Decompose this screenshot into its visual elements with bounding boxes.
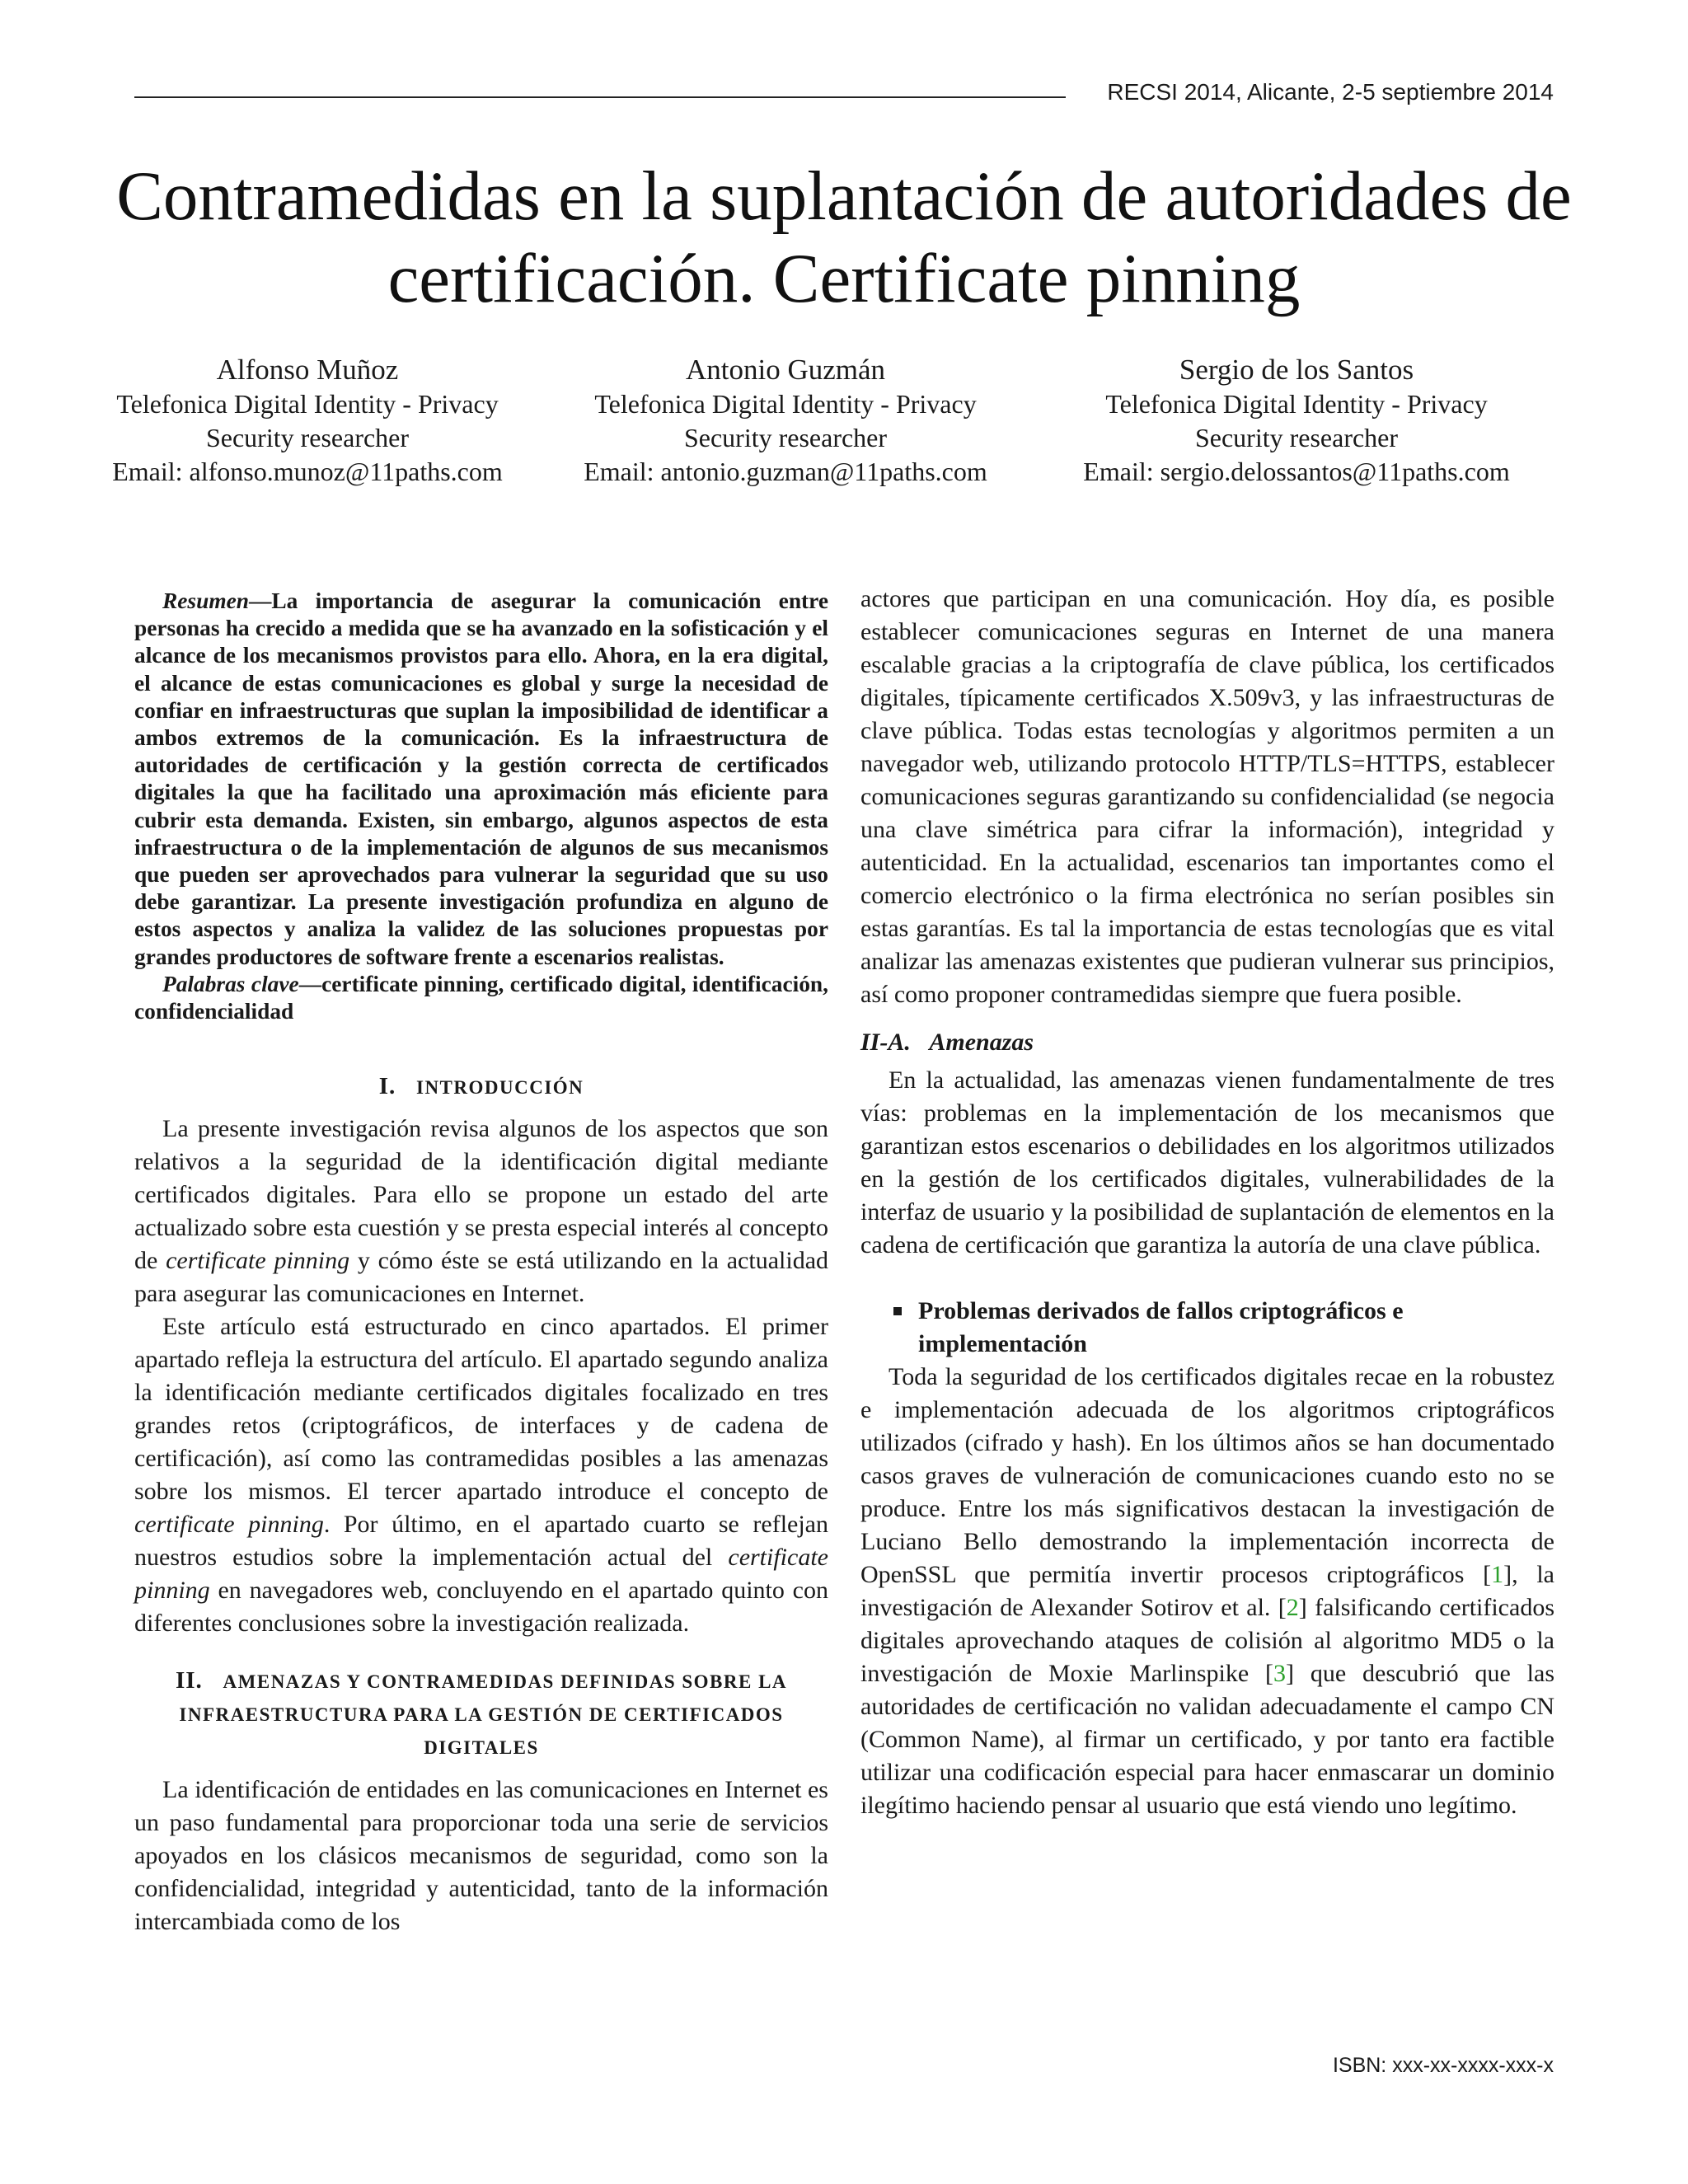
author-affiliation: Telefonica Digital Identity - Privacy	[594, 389, 977, 419]
citation-link[interactable]: 2	[1286, 1594, 1299, 1621]
author-affiliation: Telefonica Digital Identity - Privacy	[116, 389, 499, 419]
author-role: Security researcher	[1194, 423, 1399, 452]
subsection-heading-amenazas: II-A. Amenazas	[860, 1029, 1034, 1056]
author-email: Email: alfonso.munoz@11paths.com	[112, 457, 503, 486]
section-heading-amenazas: II. AMENAZAS Y CONTRAMEDIDAS DEFINIDAS SOBRE LA INFRAESTRUCTURA PARA LA GESTIÓN DE CERTIFICADOS DIGITALES	[175, 1667, 788, 1759]
bullet-square-icon	[893, 1307, 902, 1315]
author-card	[1066, 353, 1527, 489]
citation-link[interactable]: 3	[1273, 1660, 1286, 1687]
paragraph: La identificación de entidades en las comunicaciones en Internet es un paso fundamental para proporcionar toda una serie de servicios apoyados en los clásicos mecanismos de seguridad, como son la confidencialidad, integridad y autenticidad, tanto de la información intercambiada como de los	[134, 1776, 828, 1936]
author-card	[77, 353, 538, 489]
author-name: Antonio Guzmán	[685, 354, 886, 386]
section-1-body	[134, 1113, 828, 1640]
author-name: Alfonso Muñoz	[216, 354, 399, 386]
section-heading-introduccion: I. INTRODUCCIÓN	[378, 1073, 584, 1100]
bullet-heading: Problemas derivados de fallos criptográficos e implementación	[860, 1295, 1554, 1361]
subsection-2a-body	[860, 1064, 1554, 1262]
left-column	[134, 588, 828, 1938]
section-2-body	[134, 1774, 828, 1938]
author-card	[571, 353, 1000, 489]
abstract-lead: Resumen	[162, 588, 250, 613]
paragraph: En la actualidad, las amenazas vienen fundamentalmente de tres vías: problemas en la implementación de los mecanismos que garantizan estos escenarios o debilidades en los algoritmos utilizados en la gestión de los certificados digitales, vulnerabilidades de la interfaz de usuario y la posibilidad de suplantación de elementos en la cadena de certificación que garantiza la autoría de una clave pública.	[860, 1066, 1554, 1258]
paragraph: Toda la seguridad de los certificados digitales recae en la robustez e implementación adecuada de los algoritmos criptográficos utilizados (cifrado y hash). En los últimos años se han documentado casos graves de vulneración de comunicaciones cuando esto no se produce. Entre los más significativos destacan la investigación de Luciano Bello demostrando la implementación incorrecta de OpenSSL que permitía invertir procesos criptográficos [1], la investigación de Alexander Sotirov et al. [2] falsificando certificados digitales aprovechando ataques de colisión al algoritmo MD5 o la investigación de Moxie Marlinspike [3] que descubrió que las autoridades de certificación no validan adecuadamente el campo CN (Common Name), al firmar un certificado, y por tanto era factible utilizar una codificación especial para hacer enmascarar un dominio ilegítimo haciendo pensar al usuario que está viendo uno legítimo.	[860, 1363, 1555, 1819]
keywords: Palabras clave—certificate pinning, certificado digital, identificación, confidencialidad	[134, 971, 828, 1024]
paragraph: actores que participan en una comunicación. Hoy día, es posible establecer comunicaciones seguras en Internet de una manera escalable gracias a la criptografía de clave pública, los certificados digitales, típicamente certificados X.509v3, y las infraestructuras de clave pública. Todas estas tecnologías y algoritmos permiten a un navegador web, utilizando protocolo HTTP/TLS=HTTPS, establecer comunicaciones seguras garantizando su confidencialidad (se negocia una clave simétrica para cifrar la información), integridad y autenticidad. En la actualidad, escenarios tan importantes como el comercio electrónico o la firma electrónica no serían posibles sin estas garantías. Es tal la importancia de estas tecnologías que es vital analizar las amenazas existentes que pudieran vulnerar sus principios, así como proponer contramedidas siempre que fuera posible.	[860, 585, 1554, 1008]
author-role: Security researcher	[683, 423, 888, 452]
author-name: Sergio de los Santos	[1179, 354, 1414, 386]
right-column	[860, 585, 1555, 1822]
header-rule	[134, 96, 1066, 98]
author-email: Email: sergio.delossantos@11paths.com	[1083, 457, 1510, 486]
citation-link[interactable]: 1	[1491, 1561, 1504, 1588]
isbn-footer: ISBN: xxx-xx-xxxx-xxx-x	[1332, 2054, 1554, 2077]
title-line-2: certificación. Certificate pinning	[387, 240, 1301, 317]
title-line-1: Contramedidas en la suplantación de autoridades de	[116, 157, 1572, 235]
running-head: RECSI 2014, Alicante, 2-5 septiembre 2014	[1107, 79, 1554, 105]
abstract	[134, 588, 828, 1025]
paper-title	[115, 155, 1573, 320]
paragraph: La presente investigación revisa algunos de los aspectos que son relativos a la seguridad de la identificación digital mediante certificados digitales. Para ello se propone un estado del arte actualizado sobre esta cuestión y se presta especial interés al concepto de certificate pinning y cómo éste se está utilizando en la actualidad para asegurar las comunicaciones en Internet.	[134, 1115, 829, 1308]
author-block	[112, 353, 1554, 501]
section-2-continued	[860, 583, 1554, 1011]
author-email: Email: antonio.guzman@11paths.com	[584, 457, 987, 486]
keywords-lead: Palabras clave	[162, 971, 299, 996]
abstract-text: Resumen—La importancia de asegurar la comunicación entre personas ha crecido a medida que se ha avanzado en la sofisticación y el alcance de los mecanismos provistos para ello. Ahora, en la era digital, el alcance de estas comunicaciones es global y surge la necesidad de confiar en infraestructuras que suplan la imposibilidad de identificar a ambos extremos de la comunicación. Es la infraestructura de autoridades de certificación y la gestión correcta de certificados digitales la que ha facilitado una aproximación más eficiente para cubrir esta demanda. Existen, sin embargo, algunos aspectos de esta infraestructura o de la implementación de algunos de sus mecanismos que pueden ser aprovechados para vulnerar la seguridad que su uso debe garantizar. La presente investigación profundiza en alguno de estos aspectos y analiza la validez de las soluciones propuestas por grandes productores de software frente a escenarios realistas.	[134, 588, 828, 969]
paragraph: Este artículo está estructurado en cinco apartados. El primer apartado refleja la estructura del artículo. El apartado segundo analiza la identificación mediante certificados digitales focalizado en tres grandes retos (criptográficos, de interfaces y de cadena de certificación), así como las contramedidas posibles a las amenazas sobre los mismos. El tercer apartado introduce el concepto de certificate pinning. Por último, en el apartado cuarto se reflejan nuestros estudios sobre la implementación actual del certificate pinning en navegadores web, concluyendo en el apartado quinto con diferentes conclusiones sobre la investigación realizada.	[134, 1313, 828, 1638]
bullet-body	[860, 1361, 1554, 1822]
author-affiliation: Telefonica Digital Identity - Privacy	[1105, 389, 1488, 419]
author-role: Security researcher	[205, 423, 410, 452]
